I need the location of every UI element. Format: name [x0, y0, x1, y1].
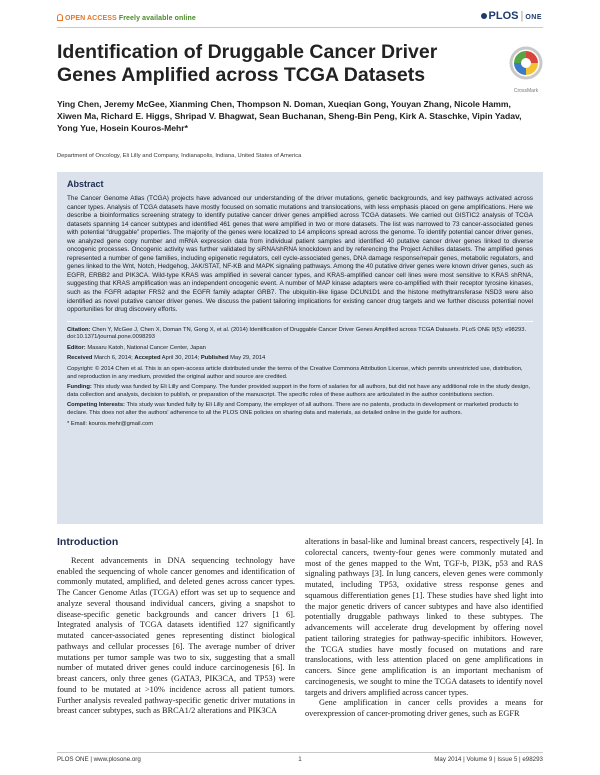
article-title: Identification of Druggable Cancer Driver Genes Amplified across TCGA Datasets — [57, 41, 438, 86]
crossmark-icon[interactable] — [508, 45, 544, 89]
funding: Funding: This study was funded by Eli Lilly and Company. The funder provided support in the form of salaries for all authors, but did not have any additional role in the study design, data collection and analysis, decision to publish, or preparation of the manuscript. The specific roles of these authors are articulated in the author contributions section. — [67, 384, 531, 398]
author-list: Ying Chen, Jeremy McGee, Xianming Chen, Thompson N. Doman, Xueqian Gong, Youyan Zhang, Nicole Hamm, Xiwen Ma, Richard E. Higgs, Shripad V. Bhagwat, Sean Buchanan, Sheng-Bin Peng, Kirk A. Staschke, Vipin Yadav, Yong Yue, Hosein Kouros-Mehr* — [57, 99, 522, 133]
competing-interests: Competing Interests: This study was funded fully by Eli Lilly and Company, the employer of all authors. There are no patents, products in development or marketed products to declare. This does not alter the authors' adherence to all the PLOS ONE policies on sharing data and materials, as detailed online in the guide for authors. — [67, 402, 519, 416]
abstract-divider — [67, 321, 533, 322]
abstract-text: The Cancer Genome Atlas (TCGA) projects have advanced our understanding of the driver mutations, genetic backgrounds, and key pathways activated across cancer types. Analysis of TCGA datasets have mostly focused on somatic mutations and translocations, with less emphasis placed on gene amplifications. Here we describe a bioinformatics screening strategy to identify putative cancer driver genes amplified across TCGA datasets. We carried out GISTIC2 analysis of TCGA datasets spanning 14 cancer subtypes and identified 461 genes that were amplified in two or more datasets. The list was narrowed to 73 cancer-associated genes with potential “druggable” properties. The majority of the genes were localized to 14 amplicons spread across the genome. To identify potential cancer driver genes, we analyzed gene copy number and mRNA expression data from individual patient samples and identified 40 putative cancer driver genes linked to diverse oncogenic processes. Oncogenic activity was further validated by siRNA/shRNA knockdown and by referencing the Project Achilles datasets. The amplified genes represented a number of gene families, including epigenetic regulators, cell cycle-associated genes, DNA damage response/repair genes, metabolic regulators, and genes linked to the Wnt, Notch, Hedgehog, JAK/STAT, NF-KB and MAPK signaling pathways. Among the 40 putative driver genes were known driver genes, such as EGFR, ERBB2 and PIK3CA. Wild-type KRAS was amplified in several cancer types, and KRAS-amplified cancer cell lines were most sensitive to KRAS shRNA, suggesting that KRAS amplification was an independent oncogenic event. A number of MAP kinase adapters were co-amplified with their receptor tyrosine kinases, such as the FGFR adapter FRS2 and the EGFR family adapter GRB7. The ubiquitin-like ligase DCUN1D1 and the histone methyltransferase NSD3 were also identified as novel putative cancer driver genes. We discuss the patient tailoring implications for existing cancer drug targets and we further discuss potential novel opportunities for drug discovery efforts. — [67, 195, 533, 314]
footer-journal-site: PLOS ONE | www.plosone.org — [57, 756, 141, 763]
intro-paragraph-continued: alterations in basal-like and luminal breast cancers, respectively [4]. In colorectal cancers, twenty-four genes were commonly mutated and most of the genes mapped to the Wnt, TGF-b, PI3K, p53 and RAS signaling pathways [3]. In lung cancers, eleven genes were commonly mutated, including TP53, oxidative stress response genes and squamous differentiation genes [1]. These studies have shed light into the major genetic drivers of cancer subtypes and have also identified potentially druggable pathways linked to these subtypes. The advancements will accelerate drug development by offering novel patient tailoring strategies for pathway-specific inhibitors. However, the TCGA studies have mostly focused on mutations and rare translocations, with less attention placed on gene amplifications in cancers. Since gene amplification is an important mechanism of carcinogenesis, we sought to mine the TCGA datasets to identify novel targets and drivers amplified across cancer types. — [305, 537, 543, 697]
intro-heading: Introduction — [57, 536, 119, 548]
intro-column-right — [305, 537, 543, 720]
editor: Editor: Masaru Katoh, National Cancer Center, Japan — [67, 344, 206, 351]
dates: Received March 6, 2014; Accepted April 30, 2014; Published May 29, 2014 — [67, 355, 266, 362]
copyright: Copyright: © 2014 Chen et al. This is an open-access article distributed under the terms of the Creative Commons Attribution License, which permits unrestricted use, distribution, and reproduction in any medium, provided the original author and source are credited. — [67, 366, 523, 380]
abstract-heading: Abstract — [67, 179, 104, 189]
freely-available-label: Freely available online — [118, 15, 196, 22]
crossmark-label: CrossMark — [513, 88, 539, 94]
plos-dot-icon — [481, 13, 487, 19]
citation: Citation: Chen Y, McGee J, Chen X, Doman TN, Gong X, et al. (2014) Identification of Druggable Cancer Driver Genes Amplified across TCGA Datasets. PLoS ONE 9(5): e98293. doi:10.1371/journal.pone.0098293 — [67, 326, 527, 341]
journal-brand-sub: ONE — [525, 14, 542, 21]
footer-issue: May 2014 | Volume 9 | Issue 5 | e98293 — [434, 756, 543, 763]
open-access-banner — [57, 14, 196, 22]
footer-divider — [57, 752, 543, 753]
journal-brand: PLOS — [488, 10, 519, 22]
corresponding-email: * Email: kouros.mehr@gmail.com — [67, 420, 154, 427]
intro-paragraph: Gene amplification in cancer cells provides a means for overexpression of cancer-promoting driver genes, such as EGFR — [305, 698, 543, 718]
footer-page-number: 1 — [298, 756, 302, 763]
journal-logo: PLOS | ONE — [481, 10, 542, 22]
abstract-box — [57, 172, 543, 524]
intro-paragraph: Recent advancements in DNA sequencing technology have enabled the sequencing of whole cancer genomes and identification of commonly mutated, amplified, and deleted genes across cancer types. The Cancer Genome Atlas (TCGA) effort was set up to sequence and analyze several thousand individual cancers, giving a snapshot to disease-specific genetic backgrounds and cancer drivers [1 6]. Integrated analysis of TCGA datasets identified 127 significantly mutated cancer-associated genes representing distinct biological pathways and cellular processes [6]. The average number of driver mutations per tumor sample was two to six, suggesting that a small number of mutated driver genes could induce carcinogenesis [6]. In breast cancers, only three genes (GATA3, PIK3CA, and TP53) were found to be mutated at >10% incidence across all patient tumors. Further analysis revealed pathway-specific genetic driver mutations in breast cancer subtypes, such as BRCA1/2 alterations and PIK3CA — [57, 555, 295, 716]
open-access-label: OPEN ACCESS — [65, 15, 117, 22]
affiliation: Department of Oncology, Eli Lilly and Company, Indianapolis, Indiana, United States of America — [57, 153, 302, 159]
open-access-lock-icon — [57, 14, 63, 21]
intro-column-left — [57, 537, 295, 717]
header-divider — [57, 27, 543, 28]
